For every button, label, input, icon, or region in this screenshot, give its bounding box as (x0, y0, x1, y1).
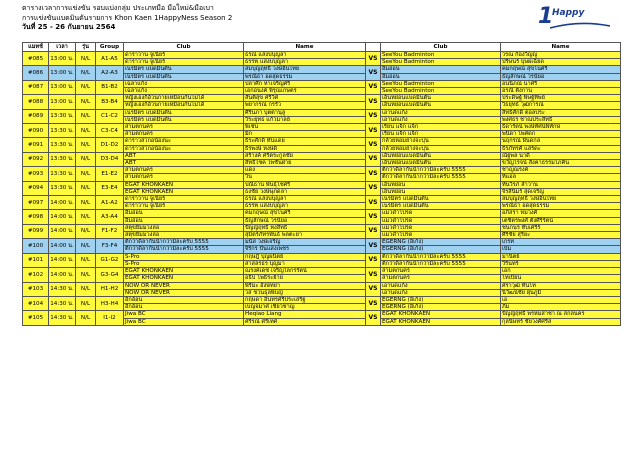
match-id: #099 (23, 224, 49, 238)
right-player-name: พรณีธา อดสุดธรรม (501, 203, 621, 210)
right-club: SeeYou Badminton (381, 88, 501, 95)
match-group: B1-B2 (96, 80, 124, 94)
match-time: 13:00 น. (49, 52, 76, 66)
right-club: ตีกว่าดีลากันน้ากว่ามีละครับ 5555 (381, 253, 501, 260)
table-header-row (23, 43, 621, 52)
match-class: N/L (76, 239, 96, 253)
match-group: A3-A4 (96, 210, 124, 224)
versus-label: VS (366, 124, 381, 138)
match-class: N/L (76, 311, 96, 325)
match-time: 13:30 น. (49, 124, 76, 138)
right-club: EGERNG (อีเก้ง) (381, 246, 501, 253)
right-club: แมวดำโปรด (381, 210, 501, 217)
left-club: ดาราวาน จูเนียร์ (124, 59, 244, 66)
left-player-name: ปณิธาน พันธุ์โชศรี (244, 181, 366, 188)
left-player-name: ธรณ์ แสงบบุญลา (244, 196, 366, 203)
right-club: สามตกนคร (381, 268, 501, 275)
left-club: อีกอ้อน (124, 296, 244, 303)
match-id: #101 (23, 253, 49, 267)
left-player-name: ปัญญ์ฤทธิ์ หงสิทธิ์ (244, 224, 366, 231)
left-club: NOW OR NEVER (124, 289, 244, 296)
match-class: N/L (76, 52, 96, 66)
right-club: EGERNG (อีเก้ง) (381, 304, 501, 311)
left-club: อื่มอ่อน (124, 217, 244, 224)
match-group: D1-D2 (96, 138, 124, 152)
match-time: 13:30 น. (49, 181, 76, 195)
match-time: 13:30 น. (49, 138, 76, 152)
match-group: F3-F4 (96, 239, 124, 253)
right-club: เอ็นหย่อนแบดมินตัน (381, 160, 501, 167)
left-player-name: ธีรพงษ์ หงษ์ดี (244, 145, 366, 152)
column-header (366, 43, 381, 52)
left-club: เฉลาแก้ง (124, 88, 244, 95)
match-time: 14:00 น. (49, 224, 76, 238)
left-player-name: สุมิตร์ภัทรพันธ์ พลตะยา (244, 232, 366, 239)
left-club: สามตกนคร (124, 124, 244, 131)
right-club: เอานดแก้ง (381, 116, 501, 123)
left-club: เนรมิตร แบดมินตัน (124, 66, 244, 73)
left-club: สตุขยิ้มมวงล่อ (124, 224, 244, 231)
left-club: เนรมิตร แบดมินตัน (124, 109, 244, 116)
left-club: หญิงเองก็อ้วนกายเหมือนกันไม่ได้ (124, 102, 244, 109)
match-id: #094 (23, 181, 49, 195)
match-group: A1-A2 (96, 196, 124, 210)
match-class: N/L (76, 66, 96, 80)
right-club: สามตกนคร (381, 275, 501, 282)
left-player-name: ศิรินภา บุตตานุลู (244, 109, 366, 116)
match-time: 14:00 น. (49, 210, 76, 224)
left-player-name: กฤษฎิ์ บุญผนิตย์ (244, 253, 366, 260)
match-id: #089 (23, 109, 49, 123)
match-time: 14:00 น. (49, 239, 76, 253)
match-group: A2-A3 (96, 66, 124, 80)
left-club: Jiwa BC (124, 318, 244, 325)
logo-number: 1 (538, 4, 554, 29)
right-player-name: เตชิตรพงศ์ ตังศิริรัตน์ (501, 217, 621, 224)
versus-label: VS (366, 311, 381, 325)
document-header (22, 4, 442, 33)
right-player-name: นิวัฒน์ชัย ฝุ่นภูมิ (501, 289, 621, 296)
versus-label: VS (366, 253, 381, 267)
left-player-name: สันติสุข ศรีวิศ (244, 95, 366, 102)
match-id: #098 (23, 210, 49, 224)
left-club: S-Pro (124, 253, 244, 260)
left-player-name: ธงชัย วงษ์ษุภดลา (244, 188, 366, 195)
versus-label: VS (366, 210, 381, 224)
versus-label: VS (366, 138, 381, 152)
table-row (23, 282, 621, 289)
left-club: อีกอ้อน (124, 304, 244, 311)
match-class: N/L (76, 80, 96, 94)
left-club: EGAT KHONKAEN (124, 181, 244, 188)
match-class: N/L (76, 196, 96, 210)
table-row (23, 253, 621, 260)
right-player-name: ชนกนร ทับเศรีร์ (501, 224, 621, 231)
right-club: แมวดำโปรด (381, 224, 501, 231)
match-id: #090 (23, 124, 49, 138)
left-player-name: แดง (244, 167, 366, 174)
right-club: EGAT KHONKAEN (381, 311, 501, 318)
right-player-name: เกรท (501, 239, 621, 246)
right-player-name: ภีม (501, 304, 621, 311)
left-club: ดาราวาน จูเนียร์ (124, 203, 244, 210)
happyness-logo (538, 4, 618, 34)
right-player-name: นฤกรณ์ ฝึนดกล (501, 138, 621, 145)
table-row (23, 52, 621, 59)
left-player-name: สร้างค์ ศรีตระกูลชัย (244, 152, 366, 159)
right-club: เอ็นหย่อน (381, 181, 501, 188)
match-id: #085 (23, 52, 49, 66)
left-player-name: สมบุญฤทธิ์ วงษ์อินไทย (244, 66, 366, 73)
header-line-2: การแข่งขันแบดมินตันรายการ Khon Kaen 1HappyNess Season 2 (22, 13, 233, 22)
right-club: ตีกว่าดีลากันน้ากว่ามีละครับ 5555 (381, 174, 501, 181)
match-class: N/L (76, 210, 96, 224)
table-row (23, 66, 621, 73)
left-player-name: ปลาศึก หาเจริญศรี (244, 80, 366, 87)
match-class: N/L (76, 138, 96, 152)
match-group: G1-G2 (96, 253, 124, 267)
left-club: อื่มอ่อน (124, 210, 244, 217)
versus-label: VS (366, 196, 381, 210)
match-class: N/L (76, 268, 96, 282)
versus-label: VS (366, 66, 381, 80)
right-player-name: ขวัญโรจน์ สังคาธรรมโภคิน (501, 160, 621, 167)
right-player-name: อภิสรา หมวงศ์ (501, 210, 621, 217)
left-club: สามตกนคร (124, 174, 244, 181)
match-group: E3-E4 (96, 181, 124, 195)
match-group: G3-G4 (96, 268, 124, 282)
table-row (23, 80, 621, 87)
left-club: เฉลาแก้ง (124, 80, 244, 87)
versus-label: VS (366, 52, 381, 66)
left-player-name: พรณีธา อดสุดธรรม (244, 73, 366, 80)
left-player-name: ธรรพ์ แสงบบุญลา (244, 203, 366, 210)
column-header: Club (124, 43, 244, 52)
left-club: สามตกนคร (124, 131, 244, 138)
versus-label: VS (366, 296, 381, 310)
right-club: กล้วยหอมย่างจะบุน (381, 138, 501, 145)
left-club: ตีกว่าดีลากันน้ากว่ามีละครับ 5555 (124, 239, 244, 246)
header-line-1: ตารางเวลาการแข่งขัน รอบแบ่งกลุ่ม ประเภทมือ มือใหม่&มือเบา (22, 4, 214, 12)
right-player-name: เอ (501, 296, 621, 303)
match-class: N/L (76, 167, 96, 181)
left-player-name: Heqiao Liang (244, 311, 366, 318)
right-player-name: ทันวีรภ์ ล้ำวาน (501, 181, 621, 188)
right-player-name: มานิตย์ (501, 253, 621, 260)
right-player-name: ประดิษฐ์ พิษฐ์ทิพย์ (501, 95, 621, 102)
right-club: เอานดแก้ง (381, 109, 501, 116)
table-row (23, 196, 621, 203)
match-class: N/L (76, 181, 96, 195)
right-player-name: สมบุญฤทธิ์ วงษ์อินไทย (501, 196, 621, 203)
table-row (23, 210, 621, 217)
left-club: สามตกนคร (124, 167, 244, 174)
left-club: ABT (124, 160, 244, 167)
match-class: N/L (76, 296, 96, 310)
right-player-name: ธีดารัตน์ พงษ์ทัศน์พิทักษ์ (501, 124, 621, 131)
match-time: 14:00 น. (49, 268, 76, 282)
right-player-name: โทเบียน (501, 275, 621, 282)
match-id: #100 (23, 239, 49, 253)
match-time: 14:00 น. (49, 253, 76, 267)
left-player-name: สาสลรธร บุญมา (244, 260, 366, 267)
table-row (23, 296, 621, 303)
match-group: F1-F2 (96, 224, 124, 238)
right-player-name: คมกฤษณ์ สุขโนศรี (501, 66, 621, 73)
left-player-name: ธรณ์ แสงบบุญลา (244, 52, 366, 59)
match-id: #093 (23, 167, 49, 181)
left-club: Jiwa BC (124, 311, 244, 318)
column-header: Name (244, 43, 366, 52)
match-id: #097 (23, 196, 49, 210)
right-player-name: เอก (501, 268, 621, 275)
column-header: Group (96, 43, 124, 52)
versus-label: VS (366, 167, 381, 181)
column-header: แมทช์ (23, 43, 49, 52)
right-club: เรียน แจ็ก แจ็ก (381, 124, 501, 131)
right-club: เอานดแก้ง (381, 289, 501, 296)
right-club: SeeYou Badminton (381, 80, 501, 87)
right-player-name: พงศธร ชาณประสิทธิ์ (501, 116, 621, 123)
match-group: H3-H4 (96, 296, 124, 310)
right-player-name: อนนิภณ์ นาศรี (501, 80, 621, 87)
right-club: อื่มอ่อน (381, 73, 501, 80)
left-player-name: อธิป โพธิ์ระย้าย (244, 275, 366, 282)
header-line-3: วันที่ 25 - 26 กันยายน 2564 (22, 23, 116, 31)
match-time: 13:00 น. (49, 95, 76, 109)
match-class: N/L (76, 224, 96, 238)
versus-label: VS (366, 95, 381, 109)
right-club: กล้วยหอมย่างจะบุน (381, 145, 501, 152)
match-class: N/L (76, 253, 96, 267)
left-player-name: วิน (244, 174, 366, 181)
match-time: 13:30 น. (49, 167, 76, 181)
left-club: EGAT KHONKAEN (124, 275, 244, 282)
column-header: Name (501, 43, 621, 52)
right-player-name: วรณ ก้องวิญญู (501, 52, 621, 59)
match-class: N/L (76, 124, 96, 138)
right-club: SeeYou Badminton (381, 59, 501, 66)
left-club: เนรมิตร แบดมินตัน (124, 73, 244, 80)
right-club: เนรมิตร แบดมินตัน (381, 203, 501, 210)
right-player-name: ศิริชัย สุริยะ (501, 232, 621, 239)
table-row (23, 167, 621, 174)
table-row (23, 224, 621, 231)
left-player-name: ศรีรณ์ ศรีเทศ (244, 318, 366, 325)
versus-label: VS (366, 239, 381, 253)
right-club: อื่มอ่อน (381, 66, 501, 73)
right-player-name: ณัฐพล นาดี (501, 152, 621, 159)
left-player-name: ธัญลักษณ์ วรนัยอ (244, 217, 366, 224)
left-player-name: วส ชวนธุลพิบญ์ (244, 289, 366, 296)
logo-text: Happy (552, 8, 585, 18)
match-time: 14:30 น. (49, 296, 76, 310)
match-group: C3-C4 (96, 124, 124, 138)
left-player-name: พีรีมะ อังษ์ทยา (244, 282, 366, 289)
table-row (23, 311, 621, 318)
versus-label: VS (366, 224, 381, 238)
left-player-name: ธีระศักดิ์ ทันแดย (244, 138, 366, 145)
left-club: S-Pro (124, 260, 244, 267)
right-club: เอ็นหย่อนแบดมินตัน (381, 102, 501, 109)
table-row (23, 181, 621, 188)
match-time: 13:00 น. (49, 80, 76, 94)
match-time: 14:30 น. (49, 282, 76, 296)
right-player-name: ธีรภัทรศ์ แสร์ดะ (501, 145, 621, 152)
table-row (23, 268, 621, 275)
right-club: ตีกว่าดีลากันน้ากว่ามีละครับ 5555 (381, 167, 501, 174)
column-header: รุ่น (76, 43, 96, 52)
match-id: #086 (23, 66, 49, 80)
left-club: ABT (124, 152, 244, 159)
left-player-name: มนัส วงษ์เจริญ (244, 239, 366, 246)
match-class: N/L (76, 152, 96, 166)
left-player-name: ธรรพ์ แสงบบุญลา (244, 59, 366, 66)
table-row (23, 152, 621, 159)
left-club: NOW OR NEVER (124, 282, 244, 289)
match-group: B3-B4 (96, 95, 124, 109)
versus-label: VS (366, 152, 381, 166)
right-club: เอานดแก้ง (381, 282, 501, 289)
left-club: เนรมิตร แบดมินตัน (124, 116, 244, 123)
left-player-name: กฤษดา อินทรศรีประเสริฐ (244, 296, 366, 303)
right-club: เรียน แจ็ก แจ็ก (381, 131, 501, 138)
versus-label: VS (366, 181, 381, 195)
left-player-name: จิรีกร ปั่นแสงเพชร (244, 246, 366, 253)
left-club: ดาราวาน จูเนียร์ (124, 52, 244, 59)
left-club: ดาราวสโกอน้องนะ (124, 145, 244, 152)
right-player-name: พนิดา ไพศดก (501, 131, 621, 138)
right-club: SeeYou Badminton (381, 52, 501, 59)
left-player-name: เอกอนงค์ พิรุณเกษตร (244, 88, 366, 95)
right-player-name: อรณี ตึงกาน (501, 88, 621, 95)
column-header: Club (381, 43, 501, 52)
right-club: เอ็นหย่อนแบดมินตัน (381, 95, 501, 102)
match-time: 13:00 น. (49, 66, 76, 80)
versus-label: VS (366, 109, 381, 123)
right-player-name: จิรสินีมร์ สุดเจริญ (501, 188, 621, 195)
match-time: 13:30 น. (49, 109, 76, 123)
left-club: EGAT KHONKAEN (124, 188, 244, 195)
column-header: เวลา (49, 43, 76, 52)
left-club: หญิงเองก็อ้วนกายเหมือนกันไม่ได้ (124, 95, 244, 102)
table-row (23, 109, 621, 116)
left-player-name: ณรงค์เดช เจริญไลกรรัตน์ (244, 268, 366, 275)
left-player-name: มิก (244, 131, 366, 138)
left-player-name: คมกฤษณ์ สุขโนศรี (244, 210, 366, 217)
right-player-name: วิธยุทธ์ วุฒิการณ์ (501, 102, 621, 109)
match-group: E1-E2 (96, 167, 124, 181)
left-player-name: เบญจมาศ เชี่ยวชาญ (244, 304, 366, 311)
left-player-name: พีเช่น (244, 124, 366, 131)
match-group: I1-I2 (96, 311, 124, 325)
table-row (23, 124, 621, 131)
match-class: N/L (76, 282, 96, 296)
logo-swoosh-icon (550, 22, 610, 30)
right-club: EGAT KHONKAEN (381, 318, 501, 325)
right-player-name: กุลนิษทร์ ชัยวงศ์ศรีส (501, 318, 621, 325)
match-group: A1-A5 (96, 52, 124, 66)
match-id: #105 (23, 311, 49, 325)
right-player-name: วิรินทร์ (501, 260, 621, 267)
match-group: H1-H2 (96, 282, 124, 296)
right-player-name: ปริษนร์ บุษผเฉียด (501, 59, 621, 66)
left-club: ดาราวสโกอน้องนะ (124, 138, 244, 145)
match-group: D3-D4 (96, 152, 124, 166)
right-player-name: ศราวุฒิ ทันโท (501, 282, 621, 289)
match-class: N/L (76, 95, 96, 109)
match-id: #102 (23, 268, 49, 282)
match-time: 14:00 น. (49, 196, 76, 210)
versus-label: VS (366, 80, 381, 94)
match-id: #087 (23, 80, 49, 94)
table-row (23, 95, 621, 102)
match-id: #092 (23, 152, 49, 166)
left-player-name: พยากรณ์ กรรัว (244, 102, 366, 109)
right-club: EGERNG (อีเก้ง) (381, 239, 501, 246)
right-club: แมวดำโปรด (381, 217, 501, 224)
right-club: ตีกว่าดีลากันน้ากว่ามีละครับ 5555 (381, 260, 501, 267)
match-time: 13:30 น. (49, 152, 76, 166)
left-player-name: สิทธิ์ไชค ไพชั้นฝ่าย (244, 160, 366, 167)
match-id: #104 (23, 296, 49, 310)
right-club: เนรมิตร แบดมินตัน (381, 196, 501, 203)
right-player-name: เบ้ม (501, 246, 621, 253)
match-id: #088 (23, 95, 49, 109)
left-club: ตีกว่าดีลากันน้ากว่ามีละครับ 5555 (124, 246, 244, 253)
right-player-name: ทีแอล (501, 174, 621, 181)
left-club: ดาราวาน จูเนียร์ (124, 196, 244, 203)
versus-label: VS (366, 268, 381, 282)
right-player-name: สิทธิศักดิ์ ตอลประ (501, 109, 621, 116)
right-club: เอ็นหย่อนแบดมินตัน (381, 152, 501, 159)
match-id: #091 (23, 138, 49, 152)
match-time: 14:30 น. (49, 311, 76, 325)
table-row (23, 239, 621, 246)
match-id: #103 (23, 282, 49, 296)
versus-label: VS (366, 282, 381, 296)
right-club: EGERNG (อีเก้ง) (381, 296, 501, 303)
right-player-name: ธัญลักษณ์ วรนัยอ (501, 73, 621, 80)
left-club: EGAT KHONKAEN (124, 268, 244, 275)
table-row (23, 138, 621, 145)
schedule-table (22, 42, 621, 326)
match-class: N/L (76, 109, 96, 123)
right-club: เอ็นหย่อน (381, 188, 501, 195)
match-group: C1-C2 (96, 109, 124, 123)
left-club: สตุขยิ้มมวงล่อ (124, 232, 244, 239)
right-player-name: ชาญณรงค์ (501, 167, 621, 174)
right-club: แมวดำโปรด (381, 232, 501, 239)
right-player-name: ปัญญ์ฤทธิ์ พรหมสาชา ณ สกลนคร (501, 311, 621, 318)
left-player-name: วีระยุทธ แก้วมาลย์ (244, 116, 366, 123)
